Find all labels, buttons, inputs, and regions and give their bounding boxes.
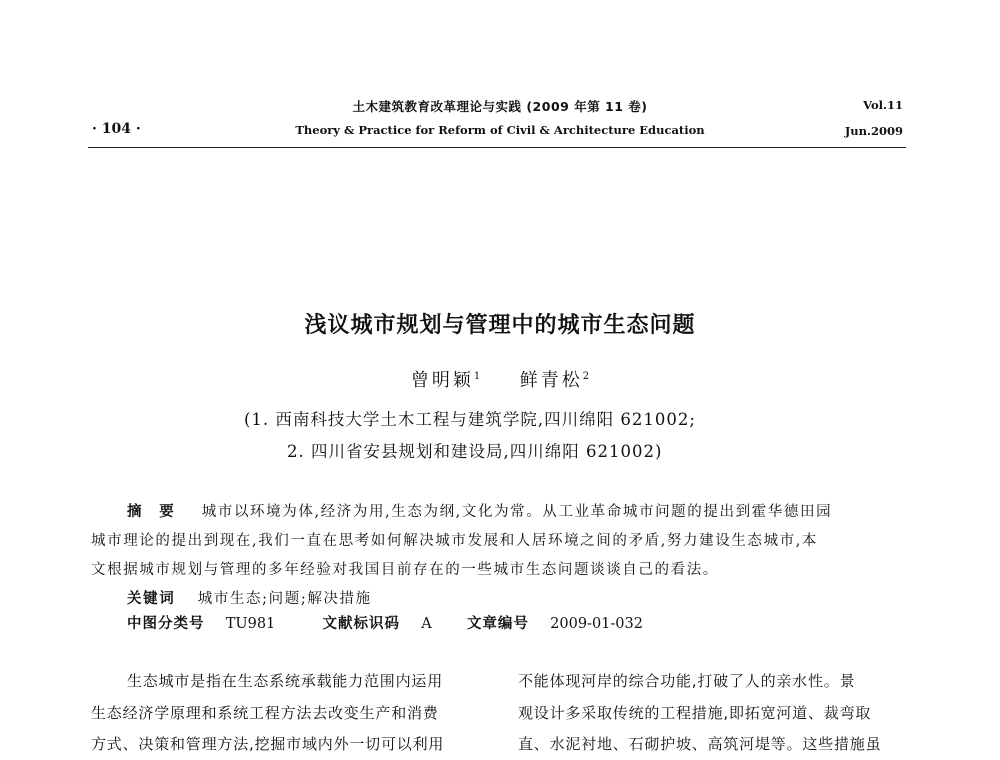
classification-row <box>127 612 643 633</box>
body-text-line: 方式、决策和管理方法,挖掘市域内外一切可以利用 <box>91 735 445 753</box>
keywords-label: 关键词 <box>127 591 176 607</box>
page-number: · 104 · <box>92 121 141 137</box>
journal-title-en: Theory & Practice for Reform of Civil & Architecture Education <box>295 123 705 137</box>
affiliation: (1. 西南科技大学土木工程与建筑学院,四川绵阳 621002; <box>244 410 696 429</box>
volume: Vol.11 <box>863 98 903 112</box>
author-affiliation-marker: 2 <box>582 371 590 382</box>
clc-label: 中图分类号 <box>127 616 205 632</box>
article-title: 浅议城市规划与管理中的城市生态问题 <box>304 313 696 338</box>
keywords-value: 城市生态;问题;解决措施 <box>197 591 372 607</box>
author-name: 鲜青松 <box>519 370 583 391</box>
article-number-value: 2009-01-032 <box>550 616 643 632</box>
affiliation: 2. 四川省安县规划和建设局,四川绵阳 621002) <box>287 442 663 461</box>
abstract-first-line <box>127 500 832 521</box>
body-text-line: 不能体现河岸的综合功能,打破了人的亲水性。景 <box>518 672 856 690</box>
abstract-text: 文根据城市规划与管理的多年经验对我国目前存在的一些城市生态问题谈谈自己的看法。 <box>91 562 719 578</box>
body-text-line: 观设计多采取传统的工程措施,即拓宽河道、裁弯取 <box>518 704 872 722</box>
clc-value: TU981 <box>225 616 276 632</box>
abstract-text: 城市理论的提出到现在,我们一直在思考如何解决城市发展和人居环境之间的矛盾,努力建设生态城市,本 <box>91 533 819 549</box>
abstract-text: 城市以环境为体,经济为用,生态为纲,文化为常。从工业革命城市问题的提出到霍华德田园 <box>201 504 833 520</box>
author-list <box>0 366 1000 392</box>
keywords <box>127 587 372 608</box>
body-text-line: 直、水泥衬地、石砌护坡、高筑河堤等。这些措施虽 <box>518 735 882 753</box>
author-affiliation-marker: 1 <box>473 371 481 382</box>
body-text-line: 生态城市是指在生态系统承载能力范围内运用 <box>127 672 444 690</box>
article-number-label: 文章编号 <box>466 616 529 632</box>
doc-code-label: 文献标识码 <box>322 616 401 632</box>
doc-code-value: A <box>421 616 432 632</box>
header-rule <box>88 147 906 148</box>
issue-date: Jun.2009 <box>844 124 903 138</box>
journal-title-cn: 土木建筑教育改革理论与实践 (2009 年第 11 卷) <box>352 99 648 114</box>
author-name: 曾明颖 <box>410 370 474 391</box>
body-text-line: 生态经济学原理和系统工程方法去改变生产和消费 <box>91 704 439 722</box>
abstract-label: 摘 要 <box>127 504 176 520</box>
